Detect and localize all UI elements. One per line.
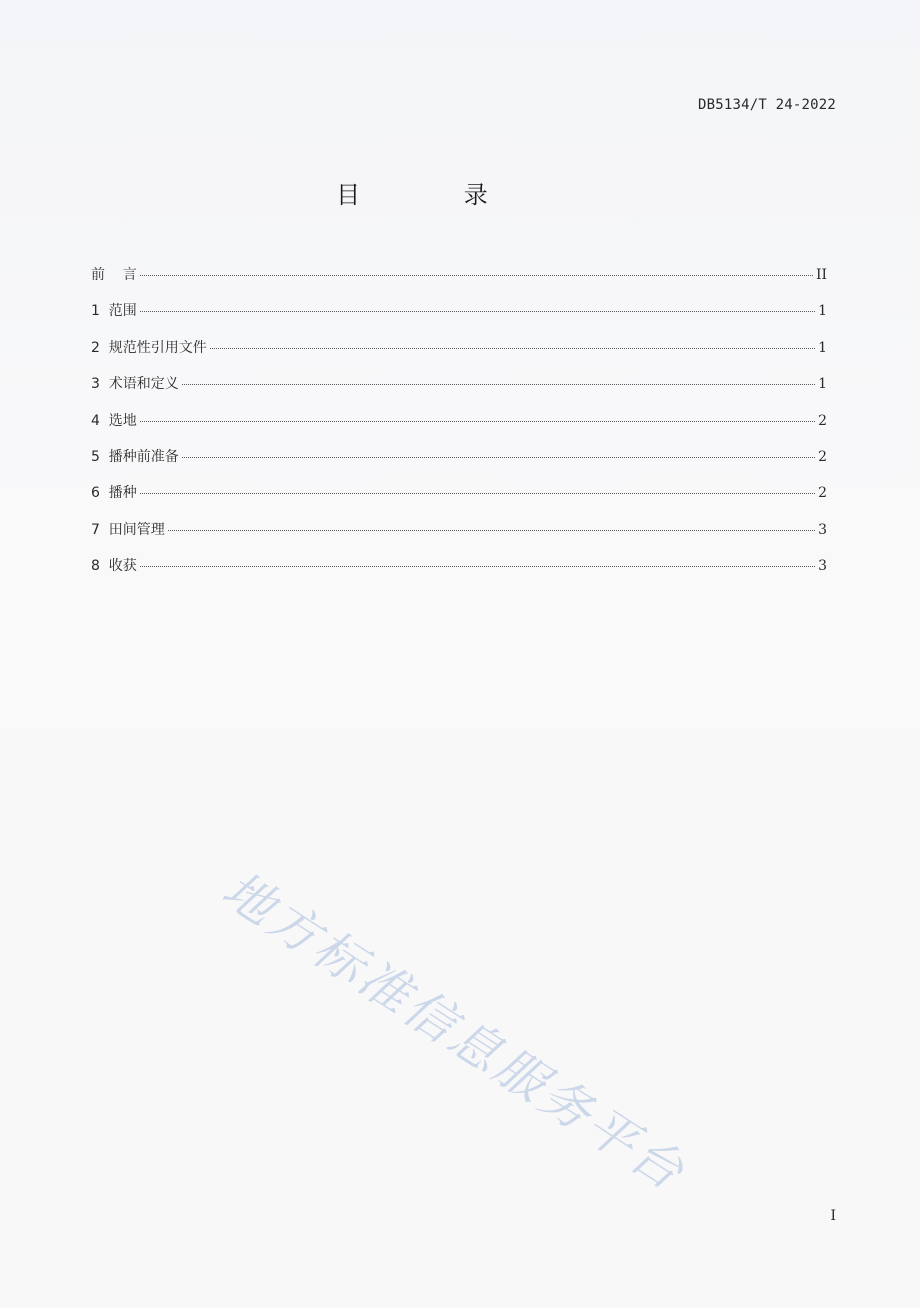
toc-entry-page: II [815,267,827,283]
toc-entry-page: 1 [818,339,827,356]
toc-entry-site-selection[interactable] [91,410,827,446]
toc-leader-dots [182,384,815,385]
toc-entry-label: 7 田间管理 [91,521,165,538]
page-number: I [830,1208,836,1224]
toc-entry-harvest[interactable] [91,555,827,591]
page-title: 目 录 [336,181,536,209]
toc-leader-dots [140,311,815,312]
toc-leader-dots [140,493,815,494]
toc-entry-sowing[interactable] [91,482,827,518]
toc-entry-label: 6 播种 [91,485,137,502]
watermark: 地方标准信息服务平台 [212,860,697,1203]
toc-entry-page: 3 [818,521,827,538]
toc-leader-dots [182,457,815,458]
toc-entry-page: 1 [818,376,827,393]
toc-leader-dots [140,275,813,276]
toc-entry-label: 5 播种前准备 [91,448,179,465]
toc-leader-dots [168,530,815,531]
toc-entry-label: 4 选地 [91,412,137,429]
toc-entry-page: 1 [818,303,827,320]
toc-entry-label: 2 规范性引用文件 [91,339,207,356]
toc-entry-normative-references[interactable] [91,337,827,373]
toc-entry-terms-definitions[interactable] [91,373,827,409]
toc-leader-dots [140,566,815,567]
toc-entry-label: 3 术语和定义 [91,376,179,393]
toc-leader-dots [140,421,815,422]
document-code: DB5134/T 24-2022 [697,97,836,113]
toc-entry-field-management[interactable] [91,519,827,555]
toc-entry-scope[interactable] [91,300,827,336]
toc-entry-page: 2 [818,448,827,465]
toc-entry-pre-sowing[interactable] [91,446,827,482]
toc-entry-label: 1 范围 [91,303,137,320]
toc-entry-label: 前 言 [91,267,137,283]
toc-entry-page: 2 [818,485,827,502]
toc-entry-page: 3 [818,558,827,575]
toc-entry-label: 8 收获 [91,558,137,575]
table-of-contents [91,264,827,592]
toc-entry-preface[interactable] [91,264,827,300]
toc-entry-page: 2 [818,412,827,429]
toc-leader-dots [210,348,815,349]
